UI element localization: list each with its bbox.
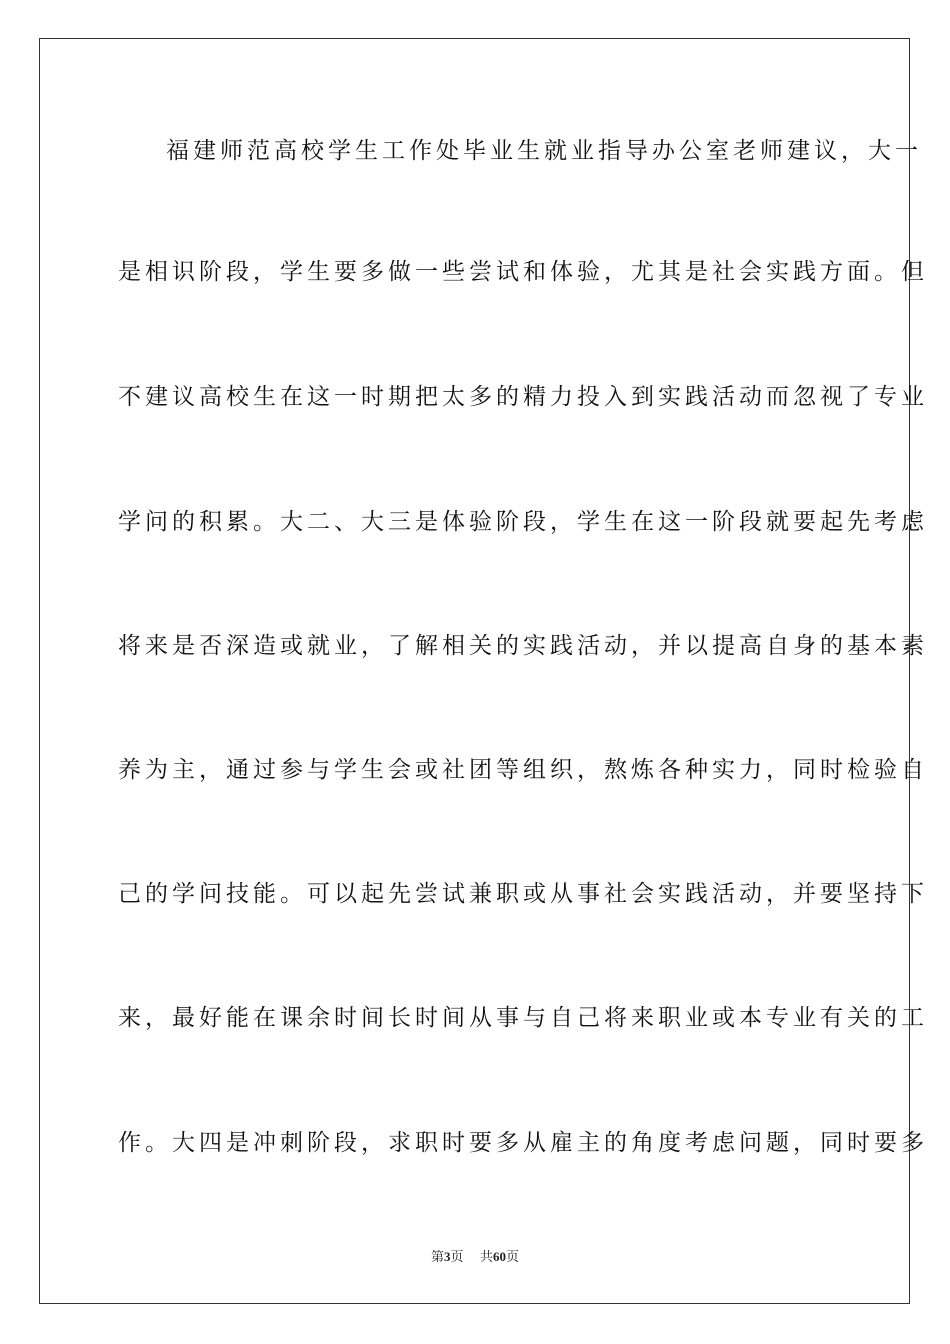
paragraph-line: 福建师范高校学生工作处毕业生就业指导办公室老师建议，大一 (166, 138, 922, 164)
paragraph-line: 养为主，通过参与学生会或社团等组织，熬炼各种实力，同时检验自 (118, 757, 928, 783)
total-prefix: 共 (480, 1250, 494, 1265)
paragraph-line: 将来是否深造或就业，了解相关的实践活动，并以提高自身的基本素 (118, 633, 928, 659)
page-number: 3 (443, 1249, 451, 1264)
paragraph-line: 作。大四是冲刺阶段，求职时要多从雇主的角度考虑问题，同时要多 (118, 1130, 928, 1156)
page-border (39, 38, 928, 1304)
total-suffix: 页 (506, 1250, 520, 1265)
total-pages: 60 (493, 1249, 507, 1264)
paragraph-line: 己的学问技能。可以起先尝试兼职或从事社会实践活动，并要坚持下 (118, 881, 928, 907)
page-footer (0, 1246, 950, 1265)
paragraph-line: 是相识阶段，学生要多做一些尝试和体验，尤其是社会实践方面。但 (118, 259, 928, 285)
paragraph-line: 学问的积累。大二、大三是体验阶段，学生在这一阶段就要起先考虑 (118, 509, 928, 535)
paragraph-line: 不建议高校生在这一时期把太多的精力投入到实践活动而忽视了专业 (118, 384, 928, 410)
paragraph-line: 来，最好能在课余时间长时间从事与自己将来职业或本专业有关的工 (118, 1005, 928, 1031)
page-suffix: 页 (450, 1250, 464, 1265)
page-prefix: 第 (430, 1250, 444, 1265)
